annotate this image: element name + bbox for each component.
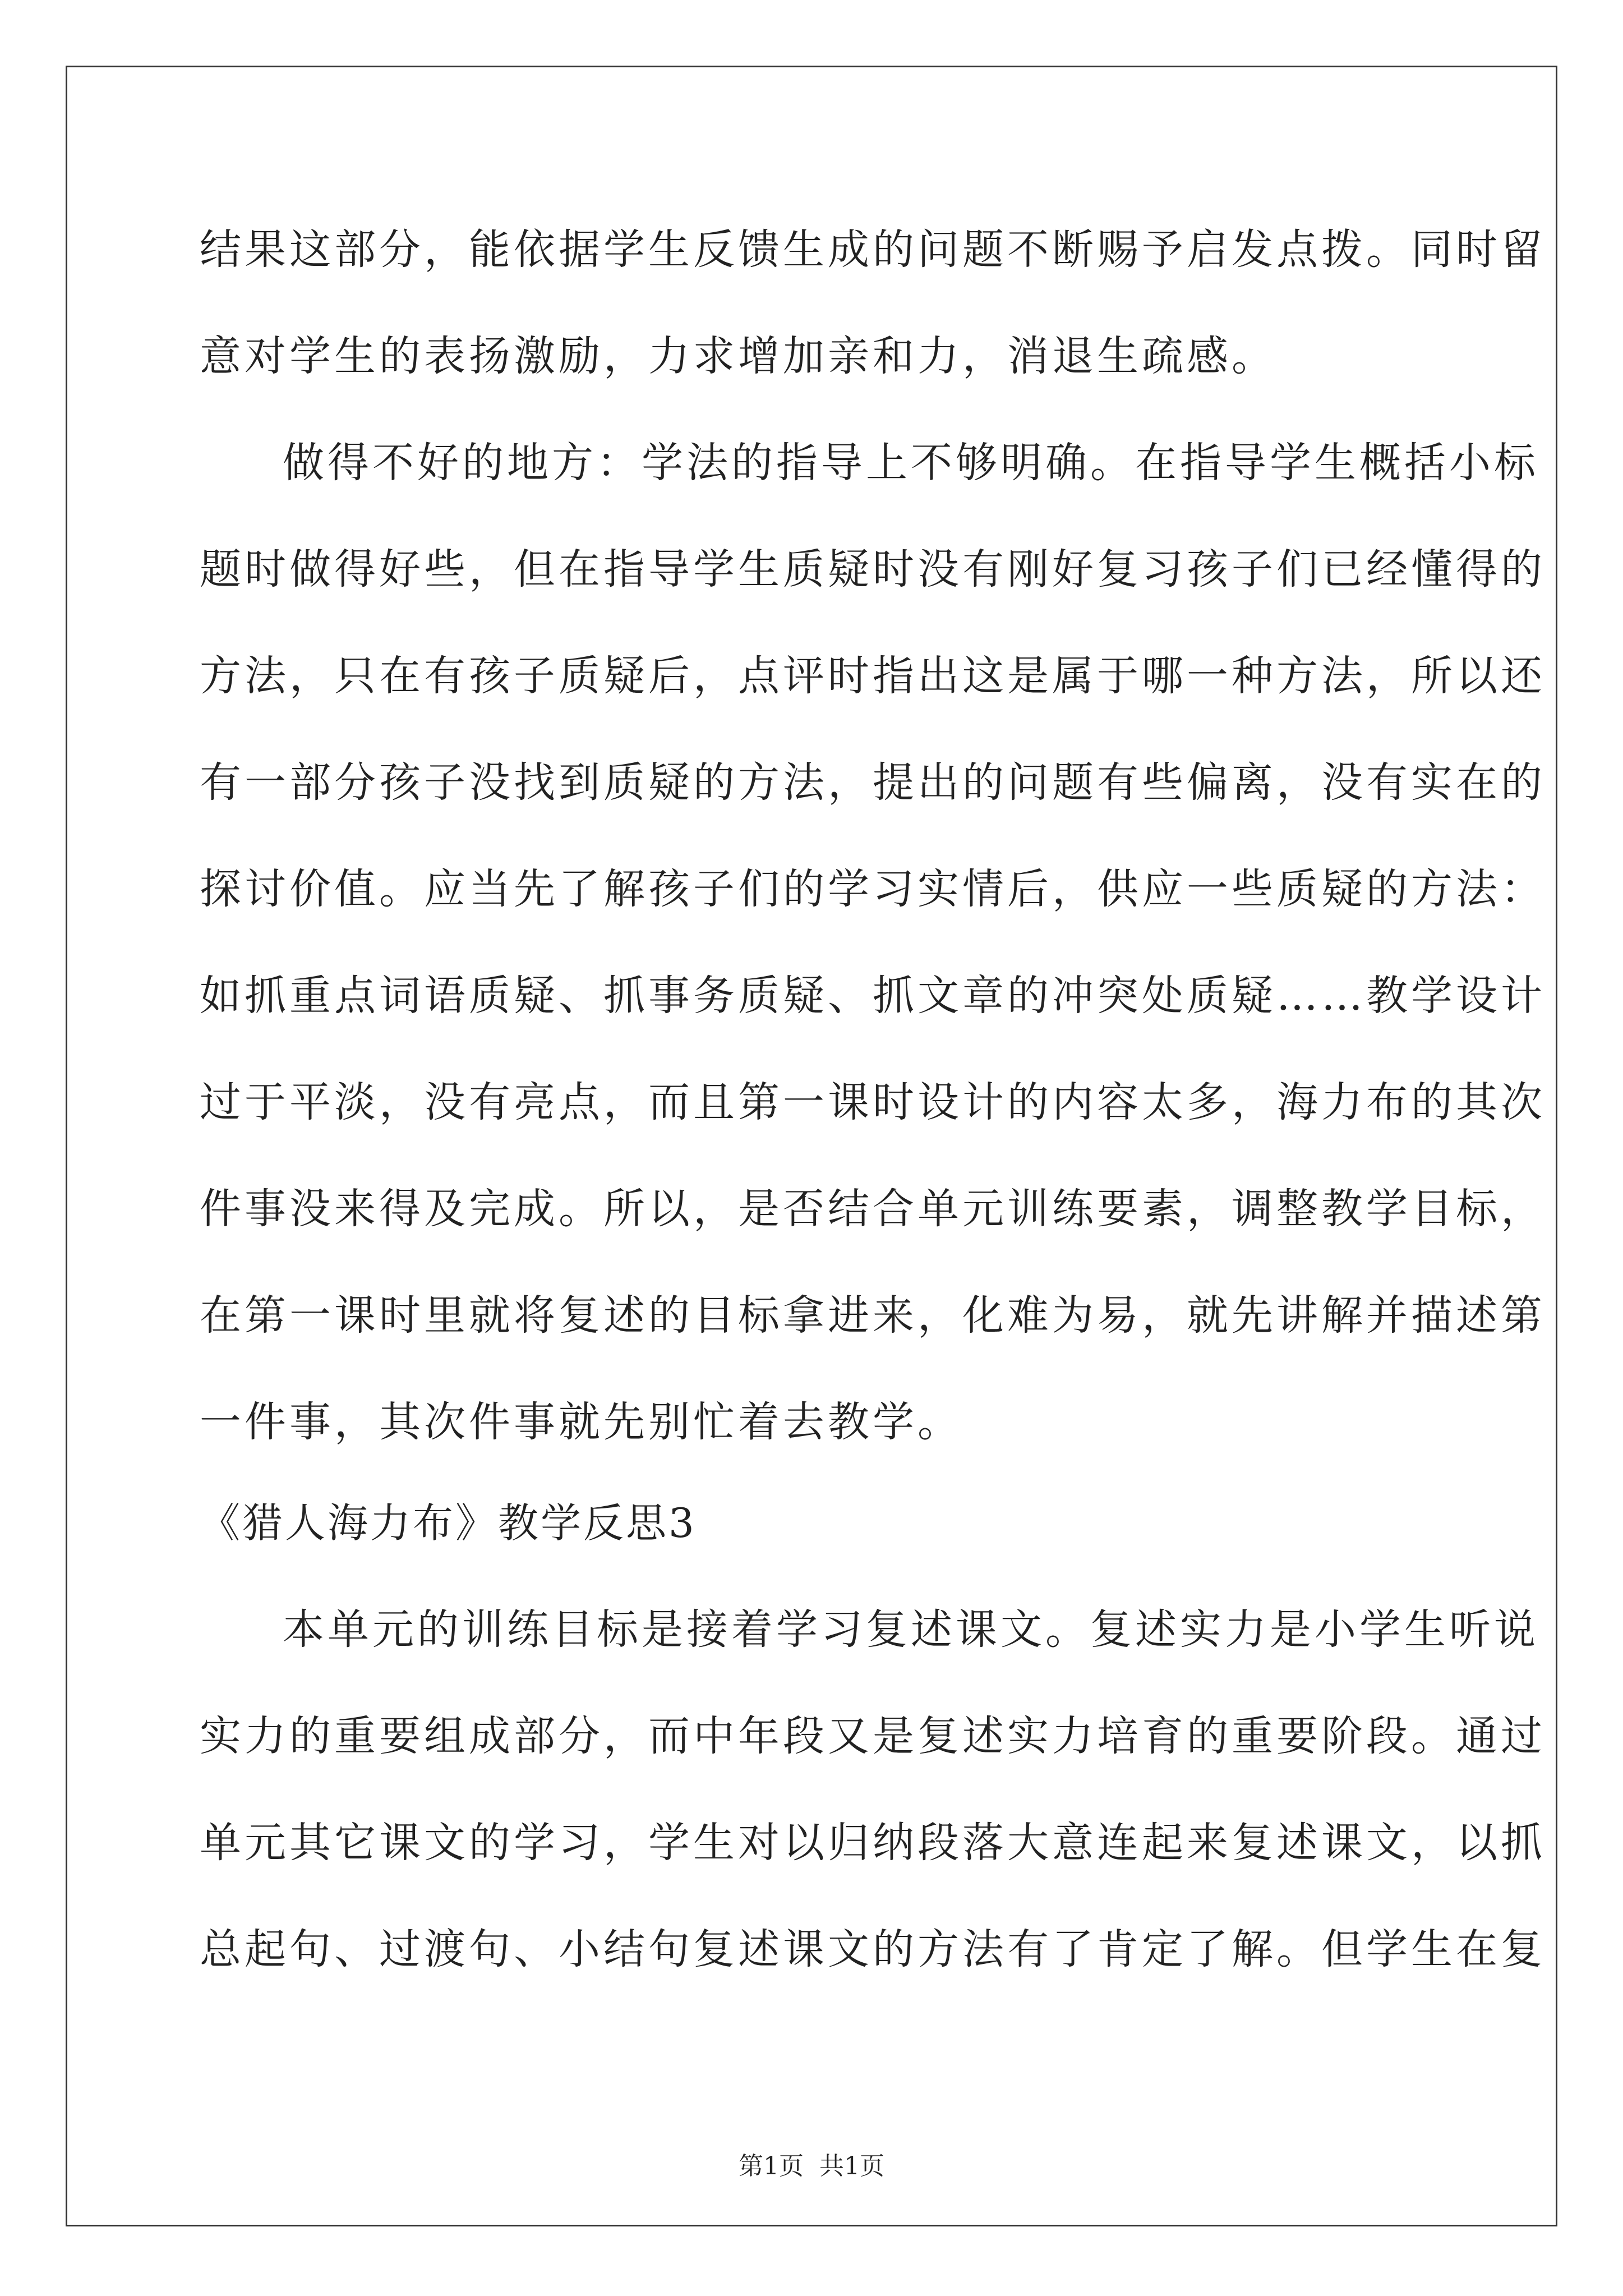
text-line: 单元其它课文的学习，学生对以归纳段落大意连起来复述课文，以抓: [200, 1819, 1546, 1867]
text-line: 过于平淡，没有亮点，而且第一课时设计的内容太多，海力布的其次: [200, 1078, 1546, 1126]
section-heading: 《猎人海力布》教学反思3: [200, 1499, 697, 1547]
page-footer: [0, 2150, 1623, 2183]
text-line: 探讨价值。应当先了解孩子们的学习实情后，供应一些质疑的方法：: [200, 865, 1546, 913]
text-line: 做得不好的地方：学法的指导上不够明确。在指导学生概括小标: [283, 439, 1539, 487]
text-line: 结果这部分，能依据学生反馈生成的问题不断赐予启发点拨。同时留: [200, 226, 1546, 274]
text-line: 总起句、过渡句、小结句复述课文的方法有了肯定了解。但学生在复: [200, 1925, 1546, 1973]
text-line: 实力的重要组成部分，而中年段又是复述实力培育的重要阶段。通过: [200, 1712, 1546, 1760]
text-line: 本单元的训练目标是接着学习复述课文。复述实力是小学生听说: [283, 1605, 1539, 1654]
page-border: [66, 66, 1557, 2226]
page-total: 共1页: [819, 2152, 884, 2180]
text-line: 如抓重点词语质疑、抓事务质疑、抓文章的冲突处质疑……教学设计: [200, 972, 1546, 1020]
text-line: 件事没来得及完成。所以，是否结合单元训练要素，调整教学目标，: [200, 1185, 1546, 1233]
page-number: 第1页: [739, 2152, 804, 2180]
text-line: 一件事，其次件事就先别忙着去教学。: [200, 1398, 962, 1446]
text-line: 意对学生的表扬激励，力求增加亲和力，消退生疏感。: [200, 332, 1276, 380]
text-line: 有一部分孩子没找到质疑的方法，提出的问题有些偏离，没有实在的: [200, 758, 1546, 807]
text-line: 在第一课时里就将复述的目标拿进来，化难为易，就先讲解并描述第: [200, 1291, 1546, 1340]
text-line: 方法，只在有孩子质疑后，点评时指出这是属于哪一种方法，所以还: [200, 652, 1546, 700]
text-line: 题时做得好些，但在指导学生质疑时没有刚好复习孩子们已经懂得的: [200, 545, 1546, 593]
